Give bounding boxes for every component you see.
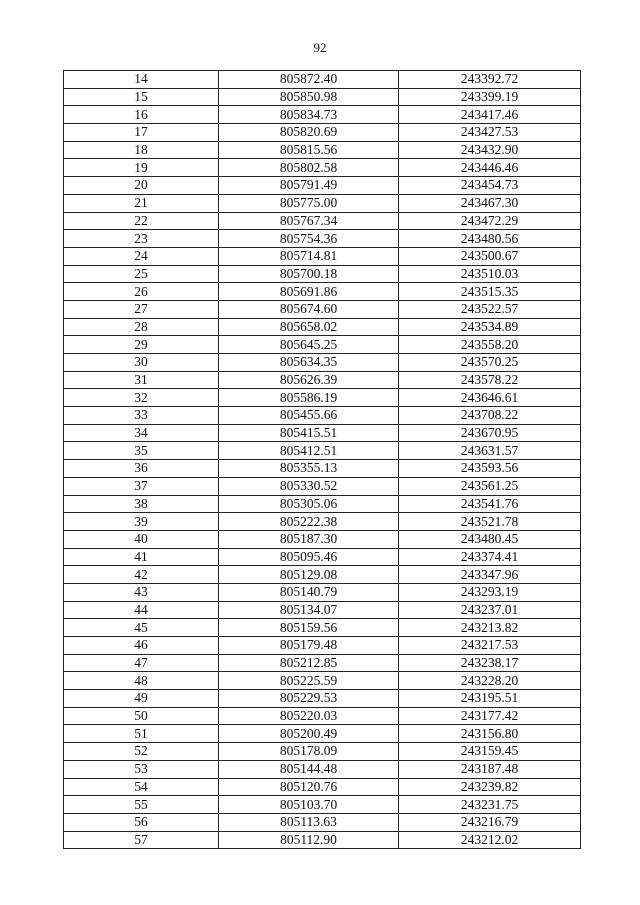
point-number-cell: 45 bbox=[64, 619, 219, 637]
x-coordinate-cell: 805691.86 bbox=[219, 283, 399, 301]
table-row bbox=[64, 71, 581, 89]
table-row bbox=[64, 336, 581, 354]
y-coordinate-cell: 243239.82 bbox=[399, 778, 581, 796]
point-number-cell: 49 bbox=[64, 690, 219, 708]
x-coordinate-cell: 805222.38 bbox=[219, 513, 399, 531]
y-coordinate-cell: 243480.56 bbox=[399, 230, 581, 248]
point-number-cell: 24 bbox=[64, 247, 219, 265]
table-row bbox=[64, 637, 581, 655]
point-number-cell: 35 bbox=[64, 442, 219, 460]
x-coordinate-cell: 805714.81 bbox=[219, 247, 399, 265]
y-coordinate-cell: 243228.20 bbox=[399, 672, 581, 690]
table-row bbox=[64, 690, 581, 708]
x-coordinate-cell: 805674.60 bbox=[219, 300, 399, 318]
point-number-cell: 34 bbox=[64, 424, 219, 442]
x-coordinate-cell: 805178.09 bbox=[219, 743, 399, 761]
point-number-cell: 36 bbox=[64, 460, 219, 478]
point-number-cell: 22 bbox=[64, 212, 219, 230]
y-coordinate-cell: 243510.03 bbox=[399, 265, 581, 283]
table-row bbox=[64, 407, 581, 425]
coordinates-table bbox=[63, 70, 581, 849]
x-coordinate-cell: 805225.59 bbox=[219, 672, 399, 690]
point-number-cell: 54 bbox=[64, 778, 219, 796]
table-row bbox=[64, 743, 581, 761]
point-number-cell: 31 bbox=[64, 371, 219, 389]
x-coordinate-cell: 805586.19 bbox=[219, 389, 399, 407]
table-row bbox=[64, 247, 581, 265]
x-coordinate-cell: 805103.70 bbox=[219, 796, 399, 814]
y-coordinate-cell: 243217.53 bbox=[399, 637, 581, 655]
point-number-cell: 46 bbox=[64, 637, 219, 655]
point-number-cell: 15 bbox=[64, 88, 219, 106]
y-coordinate-cell: 243522.57 bbox=[399, 300, 581, 318]
y-coordinate-cell: 243631.57 bbox=[399, 442, 581, 460]
point-number-cell: 18 bbox=[64, 141, 219, 159]
point-number-cell: 47 bbox=[64, 654, 219, 672]
point-number-cell: 52 bbox=[64, 743, 219, 761]
point-number-cell: 17 bbox=[64, 124, 219, 142]
x-coordinate-cell: 805220.03 bbox=[219, 707, 399, 725]
table-row bbox=[64, 124, 581, 142]
point-number-cell: 32 bbox=[64, 389, 219, 407]
y-coordinate-cell: 243159.45 bbox=[399, 743, 581, 761]
x-coordinate-cell: 805455.66 bbox=[219, 407, 399, 425]
x-coordinate-cell: 805700.18 bbox=[219, 265, 399, 283]
y-coordinate-cell: 243670.95 bbox=[399, 424, 581, 442]
point-number-cell: 27 bbox=[64, 300, 219, 318]
table-row bbox=[64, 300, 581, 318]
x-coordinate-cell: 805129.08 bbox=[219, 566, 399, 584]
table-row bbox=[64, 318, 581, 336]
table-row bbox=[64, 831, 581, 849]
table-row bbox=[64, 212, 581, 230]
x-coordinate-cell: 805412.51 bbox=[219, 442, 399, 460]
x-coordinate-cell: 805815.56 bbox=[219, 141, 399, 159]
y-coordinate-cell: 243399.19 bbox=[399, 88, 581, 106]
y-coordinate-cell: 243374.41 bbox=[399, 548, 581, 566]
y-coordinate-cell: 243417.46 bbox=[399, 106, 581, 124]
point-number-cell: 30 bbox=[64, 354, 219, 372]
point-number-cell: 50 bbox=[64, 707, 219, 725]
point-number-cell: 23 bbox=[64, 230, 219, 248]
x-coordinate-cell: 805415.51 bbox=[219, 424, 399, 442]
x-coordinate-cell: 805820.69 bbox=[219, 124, 399, 142]
table-row bbox=[64, 601, 581, 619]
table-row bbox=[64, 796, 581, 814]
x-coordinate-cell: 805112.90 bbox=[219, 831, 399, 849]
y-coordinate-cell: 243541.76 bbox=[399, 495, 581, 513]
y-coordinate-cell: 243708.22 bbox=[399, 407, 581, 425]
x-coordinate-cell: 805767.34 bbox=[219, 212, 399, 230]
y-coordinate-cell: 243427.53 bbox=[399, 124, 581, 142]
y-coordinate-cell: 243177.42 bbox=[399, 707, 581, 725]
y-coordinate-cell: 243237.01 bbox=[399, 601, 581, 619]
y-coordinate-cell: 243231.75 bbox=[399, 796, 581, 814]
y-coordinate-cell: 243216.79 bbox=[399, 813, 581, 831]
table-row bbox=[64, 159, 581, 177]
x-coordinate-cell: 805095.46 bbox=[219, 548, 399, 566]
point-number-cell: 21 bbox=[64, 194, 219, 212]
table-row bbox=[64, 371, 581, 389]
point-number-cell: 40 bbox=[64, 530, 219, 548]
table-row bbox=[64, 460, 581, 478]
table-row bbox=[64, 283, 581, 301]
x-coordinate-cell: 805355.13 bbox=[219, 460, 399, 478]
x-coordinate-cell: 805229.53 bbox=[219, 690, 399, 708]
table-row bbox=[64, 389, 581, 407]
table-body bbox=[64, 71, 581, 849]
y-coordinate-cell: 243213.82 bbox=[399, 619, 581, 637]
y-coordinate-cell: 243467.30 bbox=[399, 194, 581, 212]
x-coordinate-cell: 805850.98 bbox=[219, 88, 399, 106]
point-number-cell: 43 bbox=[64, 583, 219, 601]
y-coordinate-cell: 243187.48 bbox=[399, 760, 581, 778]
y-coordinate-cell: 243570.25 bbox=[399, 354, 581, 372]
x-coordinate-cell: 805120.76 bbox=[219, 778, 399, 796]
y-coordinate-cell: 243578.22 bbox=[399, 371, 581, 389]
point-number-cell: 44 bbox=[64, 601, 219, 619]
point-number-cell: 42 bbox=[64, 566, 219, 584]
x-coordinate-cell: 805159.56 bbox=[219, 619, 399, 637]
y-coordinate-cell: 243454.73 bbox=[399, 177, 581, 195]
x-coordinate-cell: 805634.35 bbox=[219, 354, 399, 372]
table-row bbox=[64, 725, 581, 743]
y-coordinate-cell: 243212.02 bbox=[399, 831, 581, 849]
y-coordinate-cell: 243561.25 bbox=[399, 477, 581, 495]
point-number-cell: 33 bbox=[64, 407, 219, 425]
point-number-cell: 19 bbox=[64, 159, 219, 177]
table-row bbox=[64, 194, 581, 212]
table-row bbox=[64, 424, 581, 442]
table-row bbox=[64, 548, 581, 566]
x-coordinate-cell: 805330.52 bbox=[219, 477, 399, 495]
table-row bbox=[64, 230, 581, 248]
point-number-cell: 38 bbox=[64, 495, 219, 513]
y-coordinate-cell: 243480.45 bbox=[399, 530, 581, 548]
y-coordinate-cell: 243293.19 bbox=[399, 583, 581, 601]
point-number-cell: 26 bbox=[64, 283, 219, 301]
x-coordinate-cell: 805645.25 bbox=[219, 336, 399, 354]
x-coordinate-cell: 805113.63 bbox=[219, 813, 399, 831]
table-row bbox=[64, 619, 581, 637]
point-number-cell: 14 bbox=[64, 71, 219, 89]
point-number-cell: 29 bbox=[64, 336, 219, 354]
y-coordinate-cell: 243446.46 bbox=[399, 159, 581, 177]
x-coordinate-cell: 805179.48 bbox=[219, 637, 399, 655]
table-row bbox=[64, 813, 581, 831]
y-coordinate-cell: 243534.89 bbox=[399, 318, 581, 336]
y-coordinate-cell: 243521.78 bbox=[399, 513, 581, 531]
y-coordinate-cell: 243500.67 bbox=[399, 247, 581, 265]
x-coordinate-cell: 805140.79 bbox=[219, 583, 399, 601]
table-row bbox=[64, 707, 581, 725]
x-coordinate-cell: 805834.73 bbox=[219, 106, 399, 124]
point-number-cell: 57 bbox=[64, 831, 219, 849]
table-row bbox=[64, 778, 581, 796]
x-coordinate-cell: 805872.40 bbox=[219, 71, 399, 89]
y-coordinate-cell: 243593.56 bbox=[399, 460, 581, 478]
table-row bbox=[64, 672, 581, 690]
x-coordinate-cell: 805187.30 bbox=[219, 530, 399, 548]
y-coordinate-cell: 243515.35 bbox=[399, 283, 581, 301]
table-row bbox=[64, 583, 581, 601]
point-number-cell: 25 bbox=[64, 265, 219, 283]
point-number-cell: 16 bbox=[64, 106, 219, 124]
table-row bbox=[64, 760, 581, 778]
table-row bbox=[64, 513, 581, 531]
page-number: 92 bbox=[313, 40, 327, 55]
x-coordinate-cell: 805144.48 bbox=[219, 760, 399, 778]
point-number-cell: 56 bbox=[64, 813, 219, 831]
point-number-cell: 37 bbox=[64, 477, 219, 495]
y-coordinate-cell: 243156.80 bbox=[399, 725, 581, 743]
x-coordinate-cell: 805134.07 bbox=[219, 601, 399, 619]
x-coordinate-cell: 805212.85 bbox=[219, 654, 399, 672]
y-coordinate-cell: 243195.51 bbox=[399, 690, 581, 708]
table-row bbox=[64, 442, 581, 460]
table-row bbox=[64, 141, 581, 159]
point-number-cell: 55 bbox=[64, 796, 219, 814]
x-coordinate-cell: 805754.36 bbox=[219, 230, 399, 248]
x-coordinate-cell: 805775.00 bbox=[219, 194, 399, 212]
point-number-cell: 20 bbox=[64, 177, 219, 195]
point-number-cell: 51 bbox=[64, 725, 219, 743]
x-coordinate-cell: 805305.06 bbox=[219, 495, 399, 513]
table-row bbox=[64, 106, 581, 124]
table-row bbox=[64, 477, 581, 495]
table-row bbox=[64, 530, 581, 548]
y-coordinate-cell: 243432.90 bbox=[399, 141, 581, 159]
x-coordinate-cell: 805658.02 bbox=[219, 318, 399, 336]
x-coordinate-cell: 805200.49 bbox=[219, 725, 399, 743]
point-number-cell: 39 bbox=[64, 513, 219, 531]
point-number-cell: 41 bbox=[64, 548, 219, 566]
y-coordinate-cell: 243472.29 bbox=[399, 212, 581, 230]
y-coordinate-cell: 243558.20 bbox=[399, 336, 581, 354]
y-coordinate-cell: 243646.61 bbox=[399, 389, 581, 407]
point-number-cell: 28 bbox=[64, 318, 219, 336]
table-row bbox=[64, 566, 581, 584]
x-coordinate-cell: 805802.58 bbox=[219, 159, 399, 177]
y-coordinate-cell: 243238.17 bbox=[399, 654, 581, 672]
table-row bbox=[64, 265, 581, 283]
x-coordinate-cell: 805626.39 bbox=[219, 371, 399, 389]
table-row bbox=[64, 654, 581, 672]
table-row bbox=[64, 88, 581, 106]
point-number-cell: 48 bbox=[64, 672, 219, 690]
y-coordinate-cell: 243392.72 bbox=[399, 71, 581, 89]
table-row bbox=[64, 495, 581, 513]
table-row bbox=[64, 177, 581, 195]
point-number-cell: 53 bbox=[64, 760, 219, 778]
x-coordinate-cell: 805791.49 bbox=[219, 177, 399, 195]
table-row bbox=[64, 354, 581, 372]
y-coordinate-cell: 243347.96 bbox=[399, 566, 581, 584]
